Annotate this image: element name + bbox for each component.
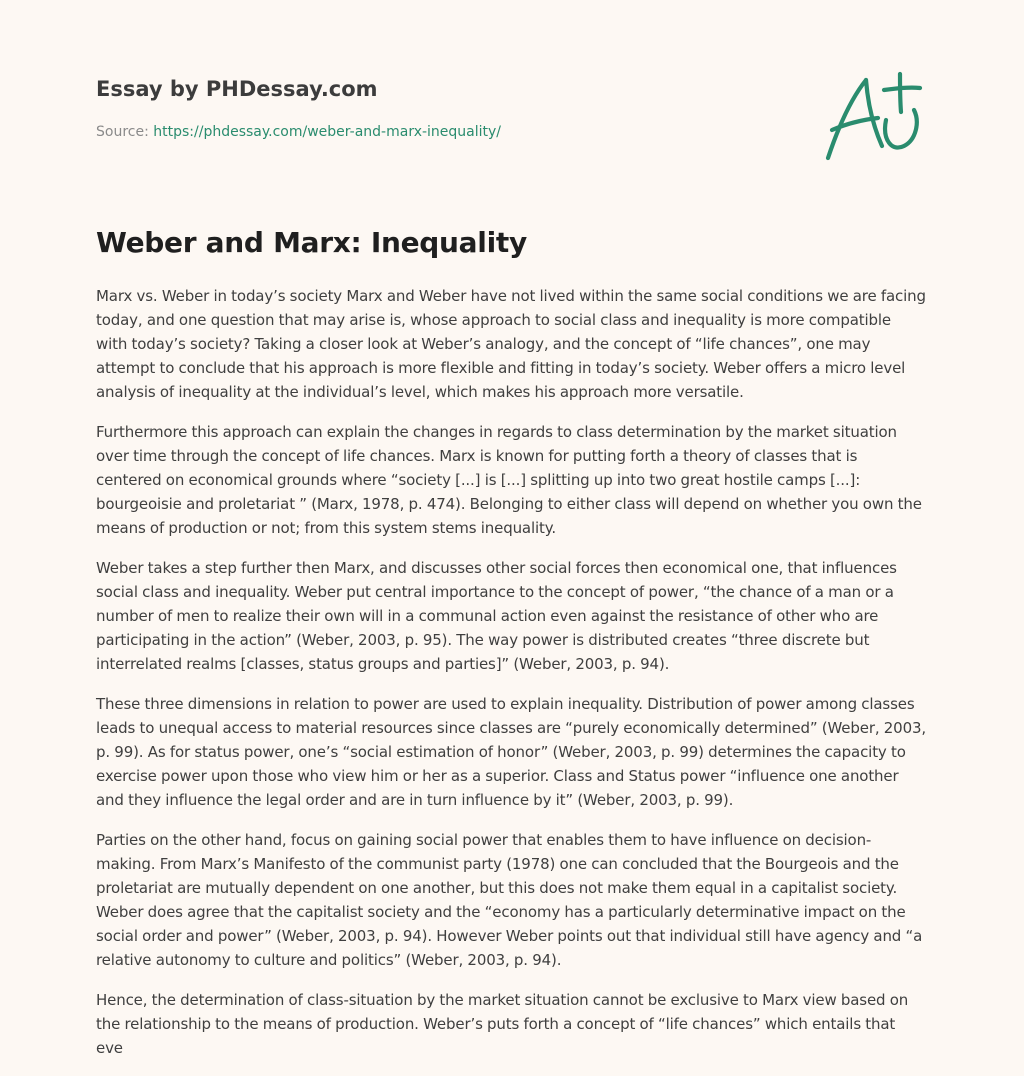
site-title: Essay by PHDessay.com [96, 77, 378, 101]
paragraph: Marx vs. Weber in today’s society Marx and Weber have not lived within the same social conditions we are facing today, and one question that may arise is, whose approach to social class and inequality is more compatible with today’s society? Taking a closer look at Weber’s analogy, and the concept of “life chances”, one may attempt to conclude that his approach is more flexible and fitting in today’s society. Weber offers a micro level analysis of inequality at the individual’s level, which makes his approach more versatile. [96, 287, 926, 401]
header [96, 0, 926, 215]
page-header [96, 0, 926, 215]
paragraph: Parties on the other hand, focus on gaining social power that enables them to have influence on decision-making. From Marx’s Manifesto of the communist party (1978) one can concluded that the Bourgeois and the proletariat are mutually dependent on one another, but this does not make them equal in a capitalist society. Weber does agree that the capitalist society and the “economy has a particularly determinative impact on the social order and power” (Weber, 2003, p. 94). However Weber points out that individual still have agency and “a relative autonomy to culture and politics” (Weber, 2003, p. 94). [96, 831, 923, 969]
paragraph: Furthermore this approach can explain the changes in regards to class determination by the market situation over time through the concept of life chances. Marx is known for putting forth a theory of classes that is centered on economical grounds where “society [...] is [...] splitting up into two great hostile camps [...]: bourgeoisie and proletariat ” (Marx, 1978, p. 474). Belonging to either class will depend on whether you own the means of production or not; from this system stems inequality. [96, 423, 922, 537]
paragraph: These three dimensions in relation to power are used to explain inequality. Distribution of power among classes leads to unequal access to material resources since classes are “purely economically determined” (Weber, 2003, p. 99). As for status power, one’s “social estimation of honor” (Weber, 2003, p. 99) determines the capacity to exercise power upon those who view him or her as a superior. Class and Status power “influence one another and they influence the legal order and are in turn influence by it” (Weber, 2003, p. 99). [96, 695, 926, 809]
article-body [96, 284, 926, 1076]
source-label: Source: [96, 124, 149, 140]
source-line [96, 124, 501, 140]
article-title: Weber and Marx: Inequality [96, 226, 527, 259]
paragraph: Hence, the determination of class-situation by the market situation cannot be exclusive to Marx view based on the relationship to the means of production. Weber’s puts forth a concept of “life chances” which entails that eve [96, 991, 909, 1057]
a-plus-logo-icon [822, 66, 928, 166]
source-link[interactable]: https://phdessay.com/weber-and-marx-inequality/ [153, 124, 502, 140]
paragraph: Weber takes a step further then Marx, and discusses other social forces then economical one, that influences social class and inequality. Weber put central importance to the concept of power, “the chance of a man or a number of men to realize their own will in a communal action even against the resistance of other who are participating in the action” (Weber, 2003, p. 95). The way power is distributed creates “three discrete but interrelated realms [classes, status groups and parties]” (Weber, 2003, p. 94). [96, 559, 897, 673]
